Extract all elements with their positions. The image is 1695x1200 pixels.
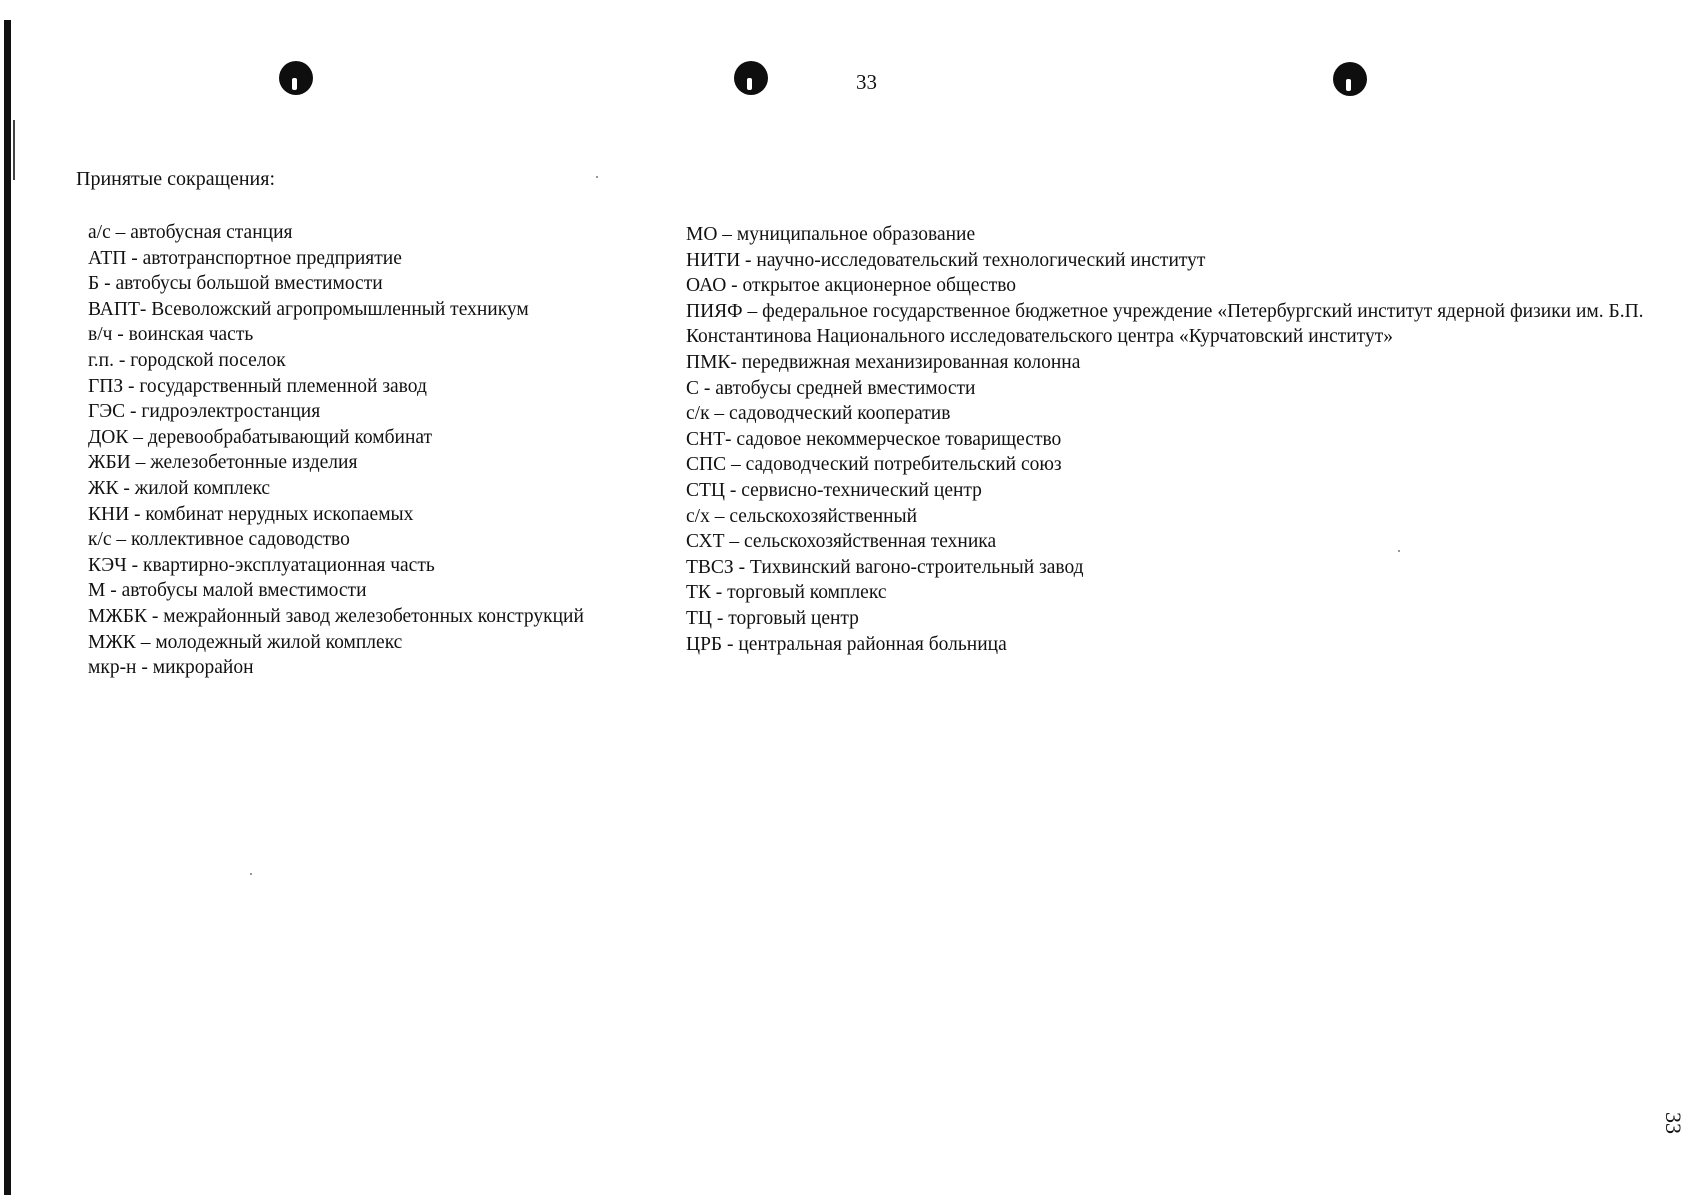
abbreviation-item: МО – муниципальное образование bbox=[686, 224, 976, 245]
abbreviation-item: ЖБИ – железобетонные изделия bbox=[88, 452, 358, 474]
abbreviation-item: АТП - автотранспортное предприятие bbox=[88, 247, 402, 269]
abbreviations-heading: Принятые сокращения: bbox=[76, 168, 276, 190]
scan-speck bbox=[596, 176, 598, 178]
abbreviation-item: ЖК - жилой комплекс bbox=[88, 477, 271, 499]
abbreviation-item: ГЭС - гидроэлектростанция bbox=[88, 401, 321, 423]
abbreviation-item: М - автобусы малой вместимости bbox=[88, 580, 367, 602]
abbreviation-item: ТЦ - торговый центр bbox=[686, 607, 859, 629]
abbreviation-item: ДОК – деревообрабатывающий комбинат bbox=[88, 426, 433, 448]
binding-edge bbox=[4, 20, 11, 1195]
abbreviation-item: ВАПТ- Всеволожский агропромышленный техникум bbox=[88, 298, 529, 320]
page-number: 33 bbox=[856, 70, 877, 94]
abbreviation-item: г.п. - городской поселок bbox=[88, 349, 286, 371]
abbreviations-left-column bbox=[88, 220, 668, 681]
abbreviation-item: Б - автобусы большой вместимости bbox=[88, 273, 383, 295]
abbreviation-item: мкр-н - микрорайон bbox=[88, 657, 254, 679]
abbreviation-item: ГПЗ - государственный племенной завод bbox=[88, 375, 427, 397]
punch-hole-center bbox=[734, 61, 768, 95]
abbreviations-right-column bbox=[686, 222, 1646, 657]
margin-page-mark: 33 bbox=[1661, 1112, 1686, 1134]
scan-speck bbox=[1398, 550, 1400, 552]
abbreviation-item: с/х – сельскохозяйственный bbox=[686, 505, 918, 527]
abbreviation-item: к/с – коллективное садоводство bbox=[88, 529, 350, 551]
binding-edge-mark bbox=[13, 120, 15, 180]
abbreviation-item: КНИ - комбинат нерудных ископаемых bbox=[88, 503, 414, 525]
abbreviation-item: ТК - торговый комплекс bbox=[686, 582, 887, 604]
abbreviation-item: КЭЧ - квартирно-эксплуатационная часть bbox=[88, 554, 435, 576]
abbreviation-item: ПИЯФ – федеральное государственное бюджетное учреждение «Петербургский институт ядерной физики им. Б.П. Константинова Национального исследовательского центра «Курчатовский институт» bbox=[686, 300, 1644, 348]
scan-speck bbox=[250, 873, 252, 875]
abbreviation-item: ОАО - открытое акционерное общество bbox=[686, 275, 1017, 297]
abbreviation-item: МЖК – молодежный жилой комплекс bbox=[88, 631, 403, 653]
abbreviation-item: НИТИ - научно-исследовательский технологический институт bbox=[686, 249, 1206, 271]
abbreviation-item: СПС – садоводческий потребительский союз bbox=[686, 454, 1062, 476]
abbreviation-item: ТВСЗ - Тихвинский вагоно-строительный завод bbox=[686, 556, 1084, 578]
punch-hole-right bbox=[1333, 62, 1367, 96]
abbreviation-item: СНТ- садовое некоммерческое товарищество bbox=[686, 428, 1062, 450]
punch-hole-left bbox=[279, 61, 313, 95]
abbreviation-item: в/ч - воинская часть bbox=[88, 324, 254, 346]
abbreviation-item: ПМК- передвижная механизированная колонна bbox=[686, 351, 1081, 373]
abbreviation-item: с/к – садоводческий кооператив bbox=[686, 403, 951, 425]
abbreviation-item: ЦРБ - центральная районная больница bbox=[686, 633, 1007, 655]
abbreviation-item: СХТ – сельскохозяйственная техника bbox=[686, 531, 997, 553]
abbreviation-item: СТЦ - сервисно-технический центр bbox=[686, 479, 982, 501]
abbreviation-item: С - автобусы средней вместимости bbox=[686, 377, 976, 399]
abbreviation-item: МЖБК - межрайонный завод железобетонных конструкций bbox=[88, 605, 584, 627]
abbreviation-item: а/с – автобусная станция bbox=[88, 222, 293, 243]
